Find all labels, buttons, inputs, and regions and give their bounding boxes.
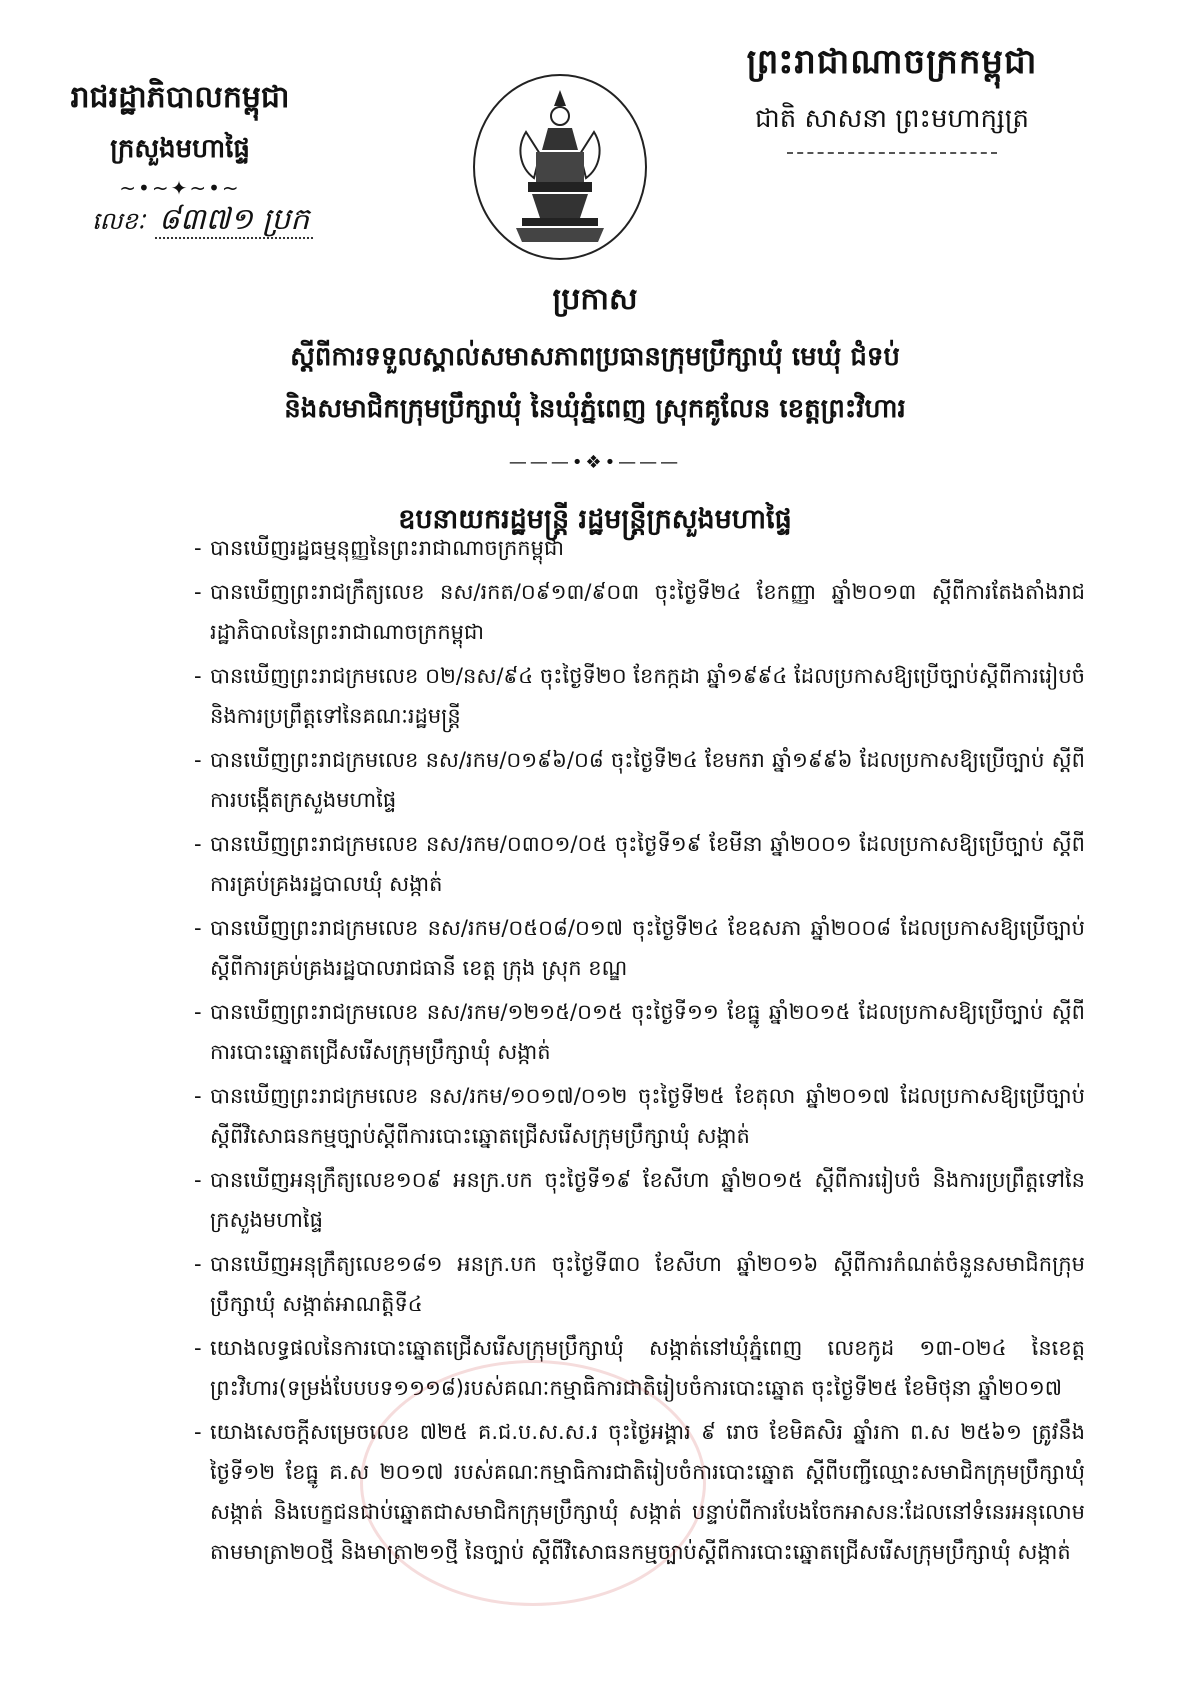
preamble-clause: - បានឃើញព្រះរាជក្រឹត្យលេខ នស/រកត/០៩១៣/៩០៣ ចុះថ្ងៃទី២៤ ខែកញ្ញា ឆ្នាំ២០១៣ ស្តីពីការតែងតាំងរាជរដ្ឋាភិបាលនៃព្រះរាជាណាចក្រកម្ពុជា [210,572,1085,652]
preamble-clause: - បានឃើញព្រះរាជក្រមលេខ ០២/នស/៩៤ ចុះថ្ងៃទី២០ ខែកក្កដា ឆ្នាំ១៩៩៤ ដែលប្រកាសឱ្យប្រើច្បាប់ស្តីពីការរៀបចំ និងការប្រព្រឹត្តទៅនៃគណៈរដ្ឋមន្ត្រី [210,656,1085,736]
reference-value: ៨៣៧១ ប្រក [155,202,314,239]
royal-emblem-icon [470,72,650,262]
preamble-clause: - បានឃើញព្រះរាជក្រមលេខ នស/រកម/១២១៥/០១៥ ចុះថ្ងៃទី១១ ខែធ្នូ ឆ្នាំ២០១៥ ដែលប្រកាសឱ្យប្រើច្បាប់ ស្តីពីការបោះឆ្នោតជ្រើសរើសក្រុមប្រឹក្សាឃុំ សង្កាត់ [210,992,1085,1072]
motto-divider [787,152,997,154]
preamble-clause: - បានឃើញព្រះរាជក្រមលេខ នស/រកម/០១៩៦/០៨ ចុះថ្ងៃទី២៤ ខែមករា ឆ្នាំ១៩៩៦ ដែលប្រកាសឱ្យប្រើច្បាប់ ស្តីពីការបង្កើតក្រសួងមហាផ្ទៃ [210,740,1085,820]
government-name: រាជរដ្ឋាភិបាលកម្ពុជា [70,80,290,115]
subject-line-2: និងសមាជិកក្រុមប្រឹក្សាឃុំ នៃឃុំភ្នំពេញ ស្រុកគូលែន ខេត្តព្រះវិហារ [284,394,906,424]
preamble-clause: - បានឃើញអនុក្រឹត្យលេខ១៨១ អនក្រ.បក ចុះថ្ងៃទី៣០ ខែសីហា ឆ្នាំ២០១៦ ស្តីពីការកំណត់ចំនួនសមាជិកក្រុមប្រឹក្សាឃុំ សង្កាត់អាណត្តិទី៤ [210,1244,1085,1324]
national-motto: ជាតិ សាសនា ព្រះមហាក្សត្រ [755,104,1029,134]
issuing-authority: ឧបនាយករដ្ឋមន្ត្រី រដ្ឋមន្ត្រីក្រសួងមហាផ្ទៃ [398,504,792,535]
ministry-name: ក្រសួងមហាផ្ទៃ [110,134,250,164]
ministry-header [70,78,290,200]
document-type: ប្រកាស [552,282,638,317]
document-title-block [120,280,1070,542]
preamble-clause: - បានឃើញព្រះរាជក្រមលេខ នស/រកម/០៣០១/០៥ ចុះថ្ងៃទី១៩ ខែមីនា ឆ្នាំ២០០១ ដែលប្រកាសឱ្យប្រើច្បាប់ ស្តីពីការគ្រប់គ្រងរដ្ឋបាលឃុំ សង្កាត់ [210,824,1085,904]
preamble-clause: - បានឃើញអនុក្រឹត្យលេខ១០៩ អនក្រ.បក ចុះថ្ងៃទី១៩ ខែសីហា ឆ្នាំ២០១៥ ស្តីពីការរៀបចំ និងការប្រព្រឹត្តទៅនៃក្រសួងមហាផ្ទៃ [210,1160,1085,1240]
reference-label: លេខៈ [92,207,146,235]
preamble-clause: - យោងលទ្ធផលនៃការបោះឆ្នោតជ្រើសរើសក្រុមប្រឹក្សាឃុំ សង្កាត់នៅឃុំភ្នំពេញ លេខកូដ ១៣-០២៤ នៃខេត្តព្រះវិហារ(ទម្រង់បែបបទ១១១៨)របស់គណៈកម្មាធិការជាតិរៀបចំការបោះឆ្នោត ចុះថ្ងៃទី២៥ ខែមិថុនា ឆ្នាំ២០១៧ [210,1328,1085,1408]
preamble-clause: - បានឃើញព្រះរាជក្រមលេខ នស/រកម/០៥០៨/០១៧ ចុះថ្ងៃទី២៤ ខែឧសភា ឆ្នាំ២០០៨ ដែលប្រកាសឱ្យប្រើច្បាប់ ស្តីពីការគ្រប់គ្រងរដ្ឋបាលរាជធានី ខេត្ត ក្រុង ស្រុក ខណ្ឌ [210,908,1085,988]
preamble-clause: - បានឃើញព្រះរាជក្រមលេខ នស/រកម/១០១៧/០១២ ចុះថ្ងៃទី២៥ ខែតុលា ឆ្នាំ២០១៧ ដែលប្រកាសឱ្យប្រើច្បាប់ ស្តីពីវិសោធនកម្មច្បាប់ស្តីពីការបោះឆ្នោតជ្រើសរើសក្រុមប្រឹក្សាឃុំ សង្កាត់ [210,1076,1085,1156]
title-divider: ———•❖•——— [508,452,682,473]
preamble-clause: - បានឃើញរដ្ឋធម្មនុញ្ញនៃព្រះរាជាណាចក្រកម្ពុជា [210,528,1085,568]
preamble-clause: - យោងសេចក្តីសម្រេចលេខ ៧២៥ គ.ជ.ប.ស.ស.រ ចុះថ្ងៃអង្គារ ៩ រោច ខែមិគសិរ ឆ្នាំរកា ព.ស ២៥៦១ ត្រូវនឹងថ្ងៃទី១២ ខែធ្នូ គ.ស ២០១៧ របស់គណៈកម្មាធិការជាតិរៀបចំការបោះឆ្នោត ស្តីពីបញ្ជីឈ្មោះសមាជិកក្រុមប្រឹក្សាឃុំ សង្កាត់ និងបេក្ខជនជាប់ឆ្នោតជាសមាជិកក្រុមប្រឹក្សាឃុំ សង្កាត់ បន្ទាប់ពីការបែងចែកអាសនៈដែលនៅទំនេរអនុលោមតាមមាត្រា២០ថ្មី និងមាត្រា២១ថ្មី នៃច្បាប់ ស្តីពីវិសោធនកម្មច្បាប់ស្តីពីការបោះឆ្នោតជ្រើសរើសក្រុមប្រឹក្សាឃុំ សង្កាត់ [210,1412,1085,1572]
reference-number [92,200,313,244]
faded-seal-stamp [360,1360,706,1606]
subject-line-1: ស្តីពីការទទួលស្គាល់សមាសភាពប្រធានក្រុមប្រឹក្សាឃុំ មេឃុំ ជំទប់ [290,342,900,372]
kingdom-name: ព្រះរាជាណាចក្រកម្ពុជា [746,42,1038,82]
kingdom-header [742,40,1042,154]
ornament-divider: ~•~✦~•~ [119,176,241,200]
